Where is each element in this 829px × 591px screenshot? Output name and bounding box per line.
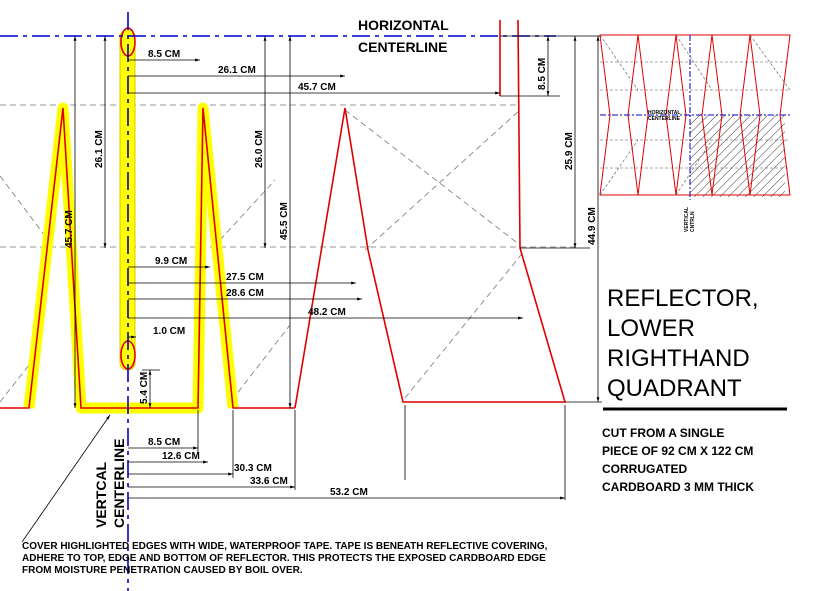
centerlines — [0, 12, 556, 591]
diag-guide — [0, 176, 48, 240]
cut-note-line-1: CUT FROM A SINGLE — [602, 426, 725, 440]
diag-guide — [365, 110, 520, 250]
dim-vert-7: 25.9 CM — [564, 132, 575, 170]
dim-top-3: 45.7 CM — [298, 82, 336, 93]
dim-small: 1.0 CM — [153, 326, 186, 337]
inset-key-drawing — [600, 35, 790, 232]
title-line-1: REFLECTOR, — [607, 285, 759, 312]
inset-vertical-label-2: CNTRLN — [690, 211, 696, 232]
second-segment-outline — [295, 20, 565, 408]
dim-top-1: 8.5 CM — [148, 49, 181, 60]
tape-note-line-3: FROM MOISTURE PENETRATION CAUSED BY BOIL OVER. — [22, 565, 303, 576]
inset-horizontal-label-2: CENTERLINE — [648, 116, 680, 122]
dim-vert-4: 45.5 CM — [279, 202, 290, 240]
dim-mid-4: 48.2 CM — [308, 307, 346, 318]
horizontal-centerline-label-1: HORIZONTAL — [358, 17, 449, 33]
cut-note-line-2: PIECE OF 92 CM X 122 CM — [602, 444, 754, 458]
dim-mid-2: 27.5 CM — [226, 272, 264, 283]
dim-vert-6: 8.5 CM — [537, 57, 548, 90]
diag-guide — [405, 250, 525, 398]
tape-note-line-2: ADHERE TO TOP, EDGE AND BOTTOM OF REFLECTOR. THIS PROTECTS THE EXPOSED CARDBOARD EDGE — [22, 553, 546, 564]
inset-vertical-label-1: VERTICAL — [684, 207, 690, 232]
title-line-4: QUADRANT — [607, 375, 742, 402]
title-line-2: LOWER — [607, 315, 696, 342]
cut-note-line-3: CORRUGATED — [602, 462, 688, 476]
dim-top-2: 26.1 CM — [218, 65, 256, 76]
dim-bottom-2: 12.6 CM — [162, 451, 200, 462]
dim-vert-1: 45.7 CM — [64, 210, 75, 248]
dim-vert-8: 44.9 CM — [587, 207, 598, 245]
centerline-labels — [93, 17, 449, 528]
dim-vert-3: 26.0 CM — [254, 130, 265, 168]
dim-bottom-4: 33.6 CM — [250, 476, 288, 487]
title-line-3: RIGHTHAND — [607, 345, 750, 372]
dim-mid-3: 28.6 CM — [226, 288, 264, 299]
dim-mid-1: 9.9 CM — [155, 256, 188, 267]
dimension-lines — [22, 36, 602, 542]
diag-guide — [345, 110, 520, 245]
dim-bottom-1: 8.5 CM — [148, 437, 181, 448]
vertical-centerline-label-1: VERTCAL — [93, 461, 109, 528]
diag-guide — [232, 325, 290, 400]
inset-horizontal-label-1: HORIZONTAL — [648, 110, 681, 116]
cut-note — [602, 426, 754, 494]
horizontal-centerline-label-2: CENTERLINE — [358, 39, 448, 55]
drawing-title — [603, 285, 787, 409]
tape-note — [22, 541, 548, 576]
dim-bottom-5: 53.2 CM — [330, 487, 368, 498]
tape-highlight — [29, 30, 233, 408]
dim-vert-2: 26.1 CM — [94, 130, 105, 168]
dim-vert-5: 5.4 CM — [139, 371, 150, 404]
tape-note-line-1: COVER HIGHLIGHTED EDGES WITH WIDE, WATERPROOF TAPE. TAPE IS BENEATH REFLECTIVE COVERING, — [22, 541, 548, 552]
cut-note-line-4: CARDBOARD 3 MM THICK — [602, 480, 754, 494]
inset-highlighted-quadrant — [690, 115, 785, 197]
dim-bottom-3: 30.3 CM — [234, 463, 272, 474]
diag-guide — [220, 180, 275, 240]
vertical-centerline-label-2: CENTERLINE — [111, 438, 127, 528]
dimension-labels — [64, 49, 598, 498]
